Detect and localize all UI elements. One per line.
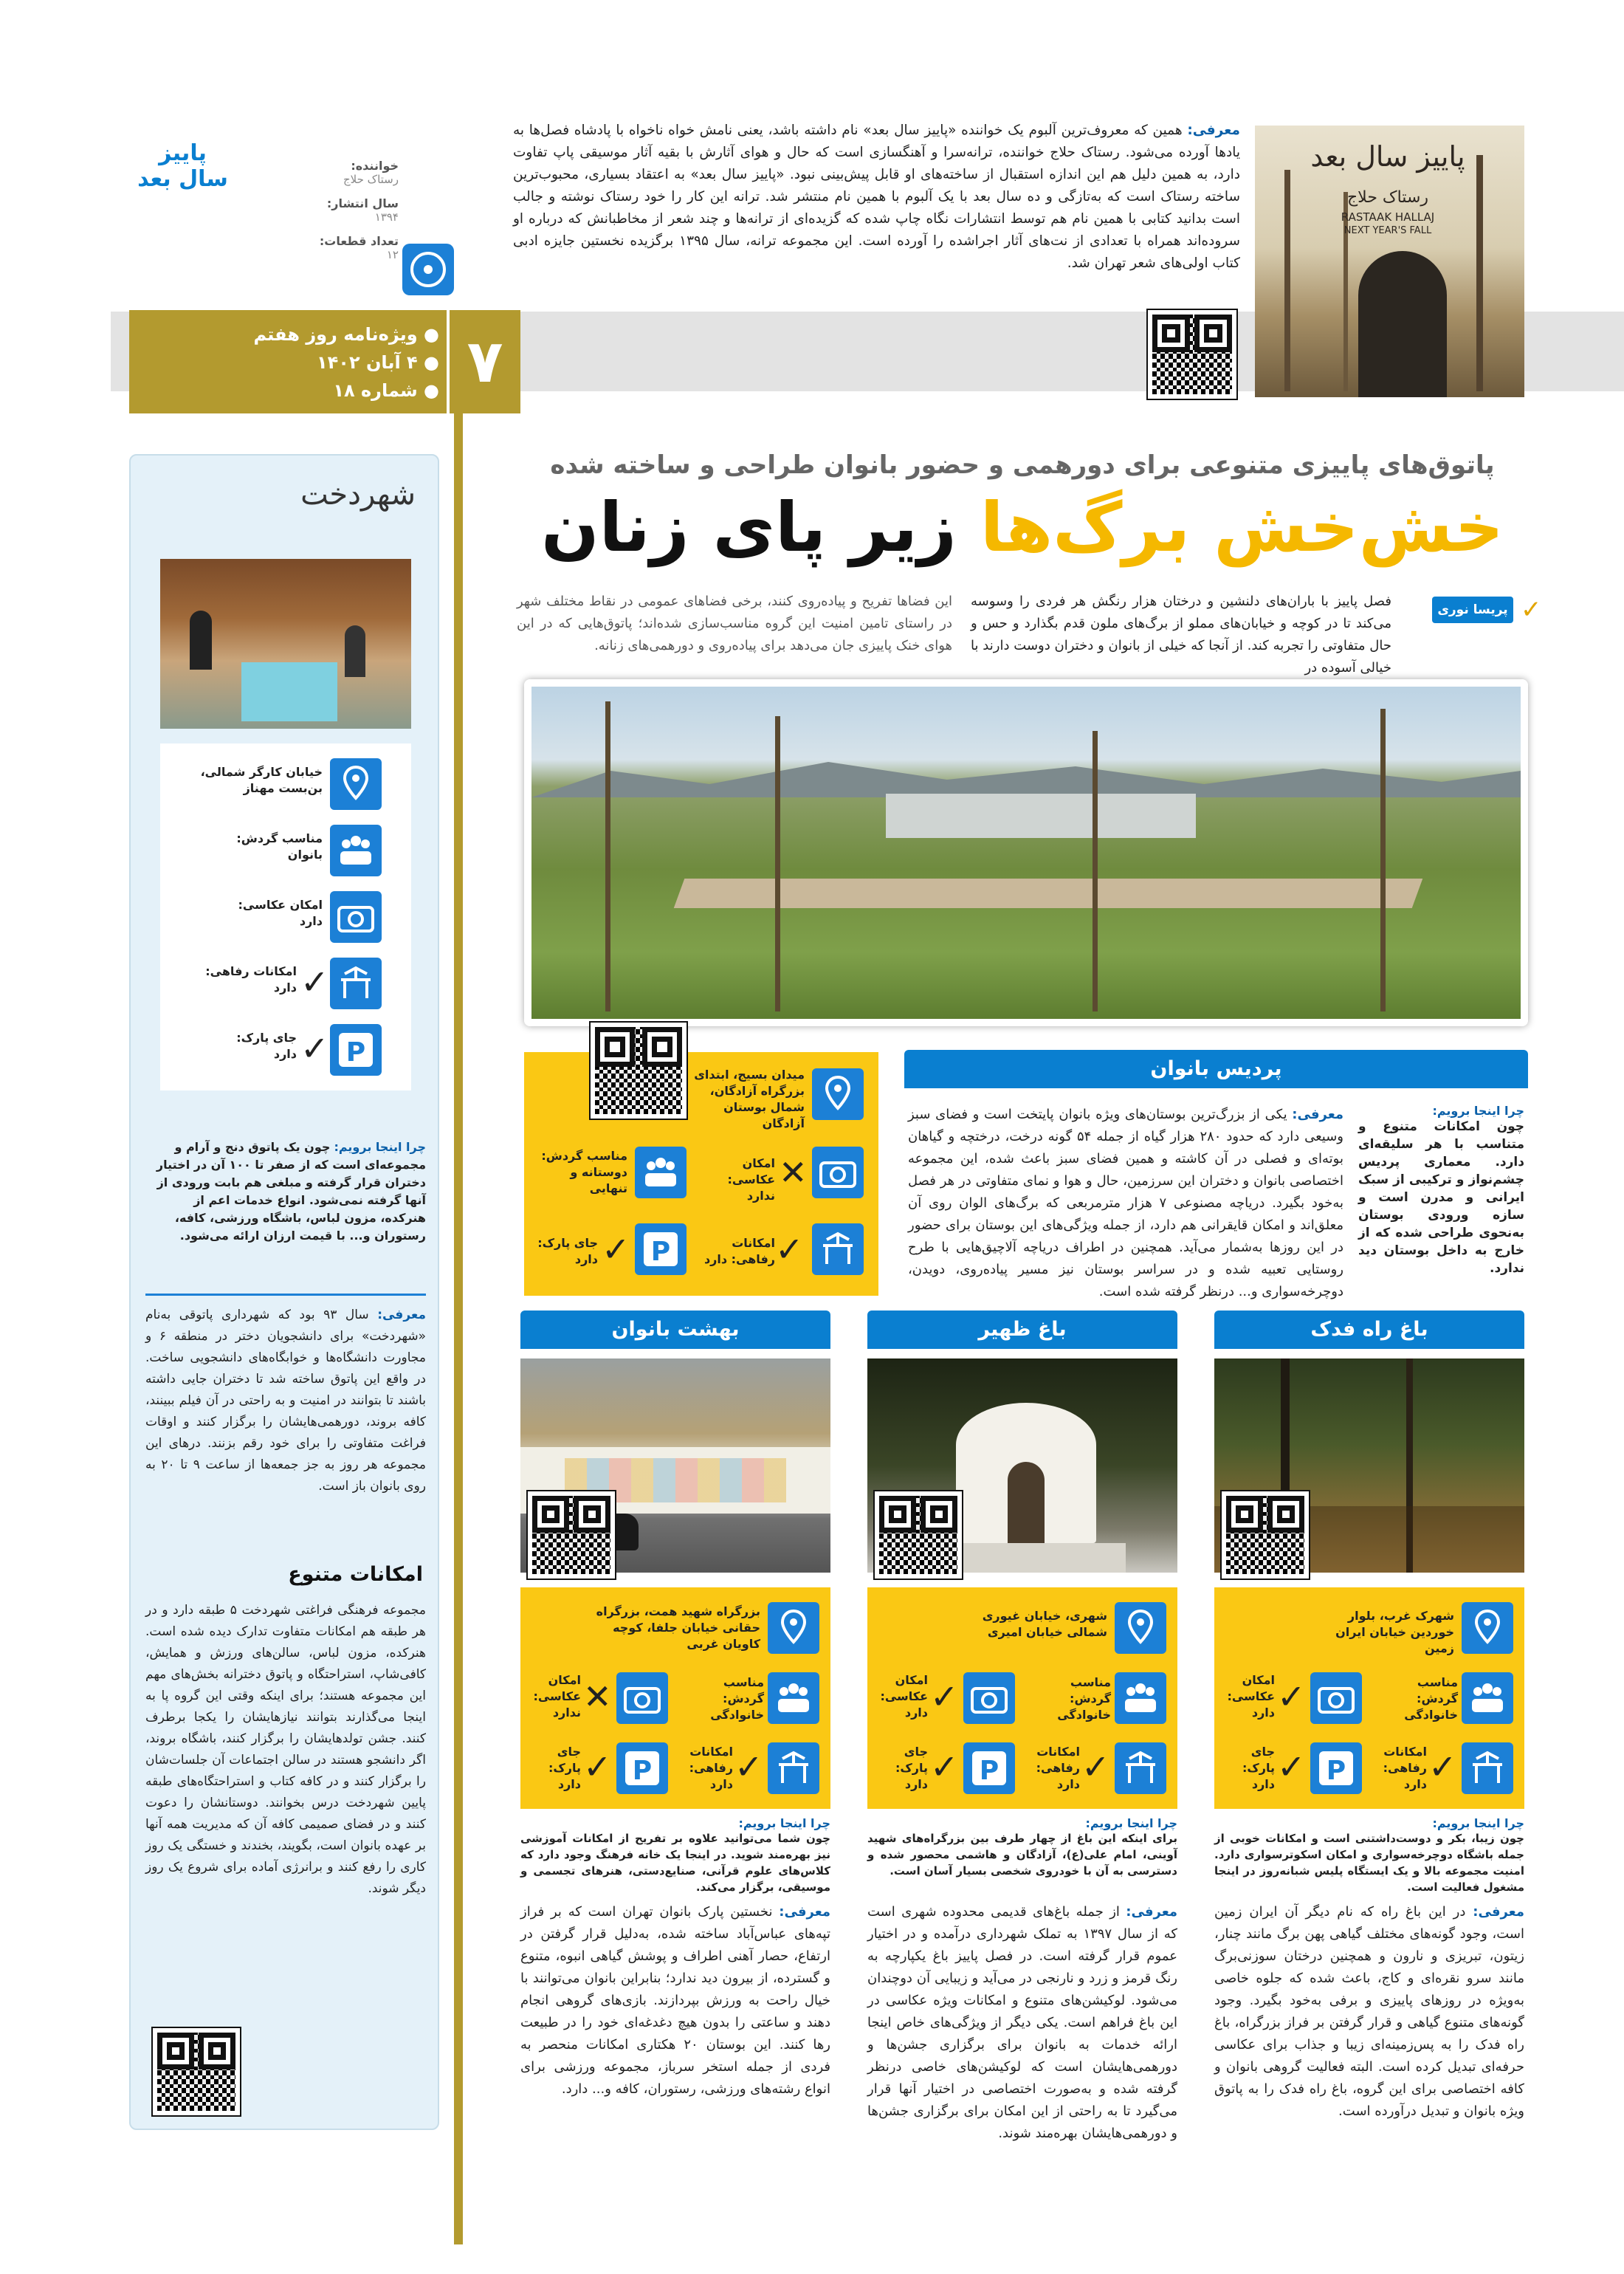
pardis-people-icon xyxy=(635,1147,687,1198)
zahir-intro-label: معرفی: xyxy=(1126,1904,1177,1920)
shahrdokht-parking-check: ✓ xyxy=(300,1028,329,1068)
fadak-welfare: امکانات رفاهی: دارد xyxy=(1383,1745,1427,1791)
shahrdokht-camera: امکان عکاسی: دارد xyxy=(238,898,323,928)
pardis-building xyxy=(886,794,1196,838)
fadak-why xyxy=(1214,1816,1524,1895)
svg-text:P: P xyxy=(650,1237,671,1267)
pardis-info-box xyxy=(524,1052,878,1296)
album-year-label: سال انتشار: xyxy=(326,196,399,210)
behesht-suitable: مناسب گردش: خانوادگی xyxy=(710,1675,764,1722)
fadak-camera: امکان عکاسی: دارد xyxy=(1227,1673,1275,1720)
shahrdokht-info xyxy=(160,743,411,1090)
shahrdokht-pool xyxy=(241,662,337,721)
behesht-people-icon xyxy=(768,1672,819,1724)
shahrdokht-welfare: امکانات رفاهی: دارد xyxy=(205,964,297,995)
zahir-camera-icon xyxy=(963,1672,1015,1724)
pardis-welfare: امکانات رفاهی: دارد xyxy=(703,1236,775,1266)
fadak-location-icon xyxy=(1462,1602,1513,1654)
pardis-qr-code[interactable] xyxy=(591,1023,687,1119)
lede-left: این فضاها تفریح و پیاده‌روی کنند، برخی فضاهای عمومی در نقاط مختلف شهر در راستای تامین امنیت این گروه مناسب‌سازی شده‌اند؛ پاتوق‌هایی که در این هوای خنک پاییزی جان می‌دهد برای پیاده‌روی و دورهمی‌های زنانه. xyxy=(517,594,952,653)
fadak-intro-text: در این باغ راه که نام دیگر آن ایران زمین است، وجود گونه‌های مختلف گیاهی پهن برگ مانند چنار، زیتون، تبریزی و نارون و همچنین درختان سوزنی‌برگ مانند سرو نقره‌ای و کاج، باعث شده که جلوه خاصی به‌ویژه در روزهای پاییزی و برفی به‌خود بگیرد. وجود گونه‌های متنوع گیاهی و قرار گرفتن بر فراز بزرگراه، باغ راه فدک را به پس‌زمینه‌ای زیبا و جذاب برای عکاسی حرفه‌ای تبدیل کرده است. البته فعالیت گروهی بانوان و کافه اختصاصی برای این گروه، باغ راه فدک را به پاتوق ویژه بانوان و تبدیل درآورده است. xyxy=(1214,1904,1524,2119)
pardis-main-photo xyxy=(524,679,1528,1026)
zahir-parking-check: ✓ xyxy=(930,1747,959,1787)
shahrdokht-facilities-title: امکانات متنوع xyxy=(288,1563,423,1586)
album-singer-value: رستاک حلاج xyxy=(343,173,399,186)
zahir-title-bar: باغ ظهیر xyxy=(867,1311,1177,1349)
behesht-why-label: چرا اینجا برویم: xyxy=(738,1816,830,1830)
shahrdokht-intro-label: معرفی: xyxy=(377,1308,427,1322)
fadak-welfare-icon xyxy=(1462,1742,1513,1794)
pardis-why xyxy=(1358,1104,1524,1277)
cover-en: RASTAAK HALLAJ xyxy=(1341,210,1435,224)
fadak-parking-icon xyxy=(1310,1742,1362,1794)
fadak-why-text: چون زیبا، بکر و دوست‌داشتنی است و امکانات خوبی از جمله باشگاه دوچرخه‌سواری و امکان اسکوترسواری دارد. امنیت مجموعه بالا و یک ایستگاه پلیس شبانه‌روز در اینجا مشغول فعالیت است. xyxy=(1214,1832,1524,1894)
shahrdokht-suitable: مناسب گردش: بانوان xyxy=(236,831,323,862)
cover-artist: رستاک حلاج xyxy=(1346,188,1428,207)
fadak-welfare-check: ✓ xyxy=(1428,1747,1457,1787)
shahrdokht-divider xyxy=(145,1294,426,1296)
album-intro xyxy=(513,120,1240,275)
behesht-parking: جای پارک: دارد xyxy=(548,1745,581,1791)
pardis-address: میدان بسیج، ابتدای بزرگراه آزادگان، شمال بوستان آزادگان xyxy=(694,1068,805,1130)
headline-kicker: پاتوق‌های پاییزی متنوعی برای دورهمی و حضور بانوان طراحی و ساخته شده xyxy=(550,450,1495,480)
pardis-parking: جای پارک: دارد xyxy=(537,1236,598,1266)
shahrdokht-people-icon xyxy=(330,825,382,876)
fadak-qr-code[interactable] xyxy=(1222,1491,1309,1579)
gold-divider-vertical xyxy=(454,413,463,2244)
cover-en-sub: NEXT YEAR'S FALL xyxy=(1343,225,1432,236)
zahir-welfare: امکانات رفاهی: دارد xyxy=(1036,1745,1080,1791)
album-tracks-value: ۱۲ xyxy=(386,248,399,261)
behesht-why-text: چون شما می‌توانید علاوه بر تفریح از امکانات آموزشی نیز بهره‌مند شوید. در اینجا یک خانه فرهنگ وجود دارد که کلاس‌های علوم قرآنی، صنایع‌دستی، هنرهای تجسمی و موسیقی، برگزار می‌کند. xyxy=(520,1832,830,1894)
pardis-path xyxy=(674,879,1423,908)
zahir-intro-text: از جمله باغ‌های قدیمی محدوده شهری است که از سال ۱۳۹۷ به تملک شهرداری درآمده و در اختیار عموم قرار گرفته است. در فصل پاییز باغ یکپارچه به رنگ قرمز و زرد و نارنجی در می‌آید و زیبایی آن دوچندان می‌شود. لوکیشن‌های متنوع و امکانات ویژه عکاسی در این باغ فراهم است. یکی دیگر از ویژگی‌های خاص اینجا ارائه خدمات به بانوان برای برگزاری جشن‌ها و دورهمی‌هایشان است که لوکیشن‌های خاصی درنظر گرفته شده و به‌صورت اختصاصی در اختیار آنها قرار می‌گیرد تا به راحتی از این امکان برای برگزاری جشن‌ها و دورهمی‌هایشان بهره‌مند شوند. xyxy=(867,1904,1177,2141)
behesht-info-box xyxy=(520,1587,830,1809)
cover-singer-figure xyxy=(1358,251,1447,397)
svg-text:P: P xyxy=(979,1756,999,1786)
pardis-camera-cross: ✕ xyxy=(779,1153,808,1192)
pardis-why-label: چرا اینجا برویم: xyxy=(1432,1104,1524,1118)
zahir-suitable: مناسب گردش: خانوادگی xyxy=(1057,1675,1111,1722)
shahrdokht-welfare-icon xyxy=(330,958,382,1009)
zahir-welfare-check: ✓ xyxy=(1081,1747,1110,1787)
behesht-welfare: امکانات رفاهی: دارد xyxy=(689,1745,733,1791)
fadak-parking-check: ✓ xyxy=(1277,1747,1306,1787)
cover-title: پاییز سال بعد xyxy=(1310,140,1465,173)
behesht-parking-check: ✓ xyxy=(583,1747,612,1787)
shahrdokht-person-2 xyxy=(345,625,365,677)
zahir-qr-code[interactable] xyxy=(875,1491,962,1579)
album-qr-code[interactable] xyxy=(1148,310,1236,399)
fadak-address: شهرک غرب، بلوار خوردین خیابان ایران زمین xyxy=(1335,1609,1454,1655)
zahir-camera: امکان عکاسی: دارد xyxy=(880,1673,928,1720)
album-name xyxy=(137,140,229,192)
headline-title-yellow: خش‌خش برگ‌ها xyxy=(980,488,1504,567)
zahir-why xyxy=(867,1816,1177,1879)
zahir-location-icon xyxy=(1115,1602,1166,1654)
author-tag xyxy=(1432,597,1513,623)
zahir-door xyxy=(1008,1462,1045,1543)
shahrdokht-parking: جای پارک: دارد xyxy=(236,1031,297,1061)
pardis-intro-text: یکی از بزرگ‌ترین بوستان‌های ویژه بانوان پایتخت است و فضای سبز وسیعی دارد که حدود ۲۸۰ هزار گیاه از جمله ۵۴ گونه درخت، درختچه و گیاهان بوته‌ای و فصلی در آن کاشته و همین فضای سبز باعث شده، این مجموعه اختصاصی بانوان و دختران این سرزمین، حال و هوا و نمای متفاوتی در هر فصل به‌خود بگیرد. دریاچه مصنوعی ۷ هزار مترمربعی که برگ‌های الوان روی آن معلق‌اند و امکان قایقرانی هم دارد، از جمله ویژگی‌های این بوستان برای حضور در این روزها به‌شمار می‌آید. همچنین در اطراف دریاچه آلاچیق‌هایی با طرح روستایی تعبیه شده و در سراسر بوستان نیز مسیر پیاده‌روی، دویدن، دوچرخه‌سواری و... درنظر گرفته شده است. xyxy=(908,1107,1343,1299)
pardis-tree-1 xyxy=(605,701,610,1011)
zahir-parking: جای پارک: دارد xyxy=(895,1745,928,1791)
shahrdokht-intro xyxy=(145,1305,426,1497)
behesht-title-bar: بهشت بانوان xyxy=(520,1311,830,1349)
zahir-parking-icon xyxy=(963,1742,1015,1794)
pardis-tree-4 xyxy=(1380,709,1386,1011)
pardis-location-icon xyxy=(812,1068,864,1120)
album-intro-label: معرفی: xyxy=(1187,123,1240,138)
shahrdokht-why-text: چون یک پاتوق دنج و آرام و مجموعه‌ای است که از صفر تا ۱۰۰ آن در اختیار دختران قرار گرفته و مبلغی هم بابت ورودی از آنها گرفته نمی‌شود. انواع خدمات اعم از هنرکده، مزون لباس، باشگاه ورزشی، کافه، رستوران و... با قیمت ارزان ارائه می‌شود. xyxy=(156,1140,426,1243)
shahrdokht-address: خیابان کارگر شمالی، بن‌بست مهناز xyxy=(200,765,323,795)
fadak-parking: جای پارک: دارد xyxy=(1242,1745,1275,1791)
shahrdokht-location-icon xyxy=(330,758,382,810)
behesht-intro-text: نخستین پارک بانوان تهران است که بر فراز تپه‌های عباس‌آباد ساخته شده، به‌دلیل قرار گرفتن در ارتفاع، حصار آهنی اطراف و پوشش گیاهی انبوه، متنوع و گسترده، از بیرون دید ندارد؛ بنابراین بانوان می‌توانند با خیال راحت به ورزش بپردازند. بازی‌های گروهی انجام دهند و ساعتی را بدون هیچ دغدغه‌ای خود را در طبیعت رها کنند. این بوستان ۲۰ هکتاری امکانات منحصر به فردی از جمله استخر سرباز، مجموعه ورزشی برای انواع رشته‌های ورزشی، رستوران، کافه و... دارد. xyxy=(520,1904,830,2097)
headline-title xyxy=(517,487,1528,568)
shahrdokht-why-label: چرا اینجا برویم: xyxy=(334,1140,426,1154)
behesht-intro-label: معرفی: xyxy=(779,1904,830,1920)
pardis-why-text: چون امکانات متنوع و متناسب با هر سلیقه‌ای دارد. معماری پردیس چشم‌نواز و ترکیبی از سبک ایرانی و مدرن است و سازه ورودی بوستان به‌نحوی طراحی شده که از خارج به داخل بوستان دید ندارد. xyxy=(1358,1119,1524,1276)
fadak-camera-icon xyxy=(1310,1672,1362,1724)
pardis-welfare-icon xyxy=(812,1223,864,1275)
shahrdokht-facilities-text: مجموعه فرهنگی فراغتی شهردخت ۵ طبقه دارد و در هر طبقه هم امکانات متفاوت تدارک دیده شده است. هنرکده، مزون لباس، سالن‌های ورزش و همایش، کافی‌شاپ، استراحتگاه و پاتوق دخترانه بخش‌های مهم این مجموعه هستند؛ برای اینکه وقتی این گروه پا به اینجا می‌گذارند بتوانند نیازهایشان را یکجا برطرف کنند. جشن تولدهایشان را برگزار کنند، باشگاه بروند، اگر دانشجو هستند در سالن اجتماعات آن جلسات‌شان را برگزار کنند و در کافه کتاب و استراحتگاه‌های طبقه پایین شهردخت درس بخوانند. دوستانشان را دعوت کنند و در فضای صمیمی کافه آن که مدیریت همه آنها بر عهده بانوان است، بگویند، بخندند و خستگی یک روز کاری را رفع کنند و برانرژی آماده برای شروع یک روز دیگر شوند. xyxy=(145,1603,426,1896)
pardis-mountains xyxy=(531,753,1521,797)
album-singer-label: خواننده: xyxy=(351,159,399,173)
fadak-suitable: مناسب گردش: خانوادگی xyxy=(1404,1675,1458,1722)
pardis-intro-label: معرفی: xyxy=(1292,1107,1343,1122)
fadak-why-label: چرا اینجا برویم: xyxy=(1432,1816,1524,1830)
behesht-why xyxy=(520,1816,830,1895)
issue-banner xyxy=(129,310,520,413)
issue-line1: ● ویژه‌نامه روز هفتم xyxy=(253,324,439,345)
author-name: پریسا نوری xyxy=(1437,602,1508,617)
fadak-info-box xyxy=(1214,1587,1524,1809)
behesht-camera-icon xyxy=(616,1672,668,1724)
pardis-tree-3 xyxy=(1093,731,1098,1011)
shahrdokht-welfare-check: ✓ xyxy=(300,962,329,1002)
zahir-why-label: چرا اینجا برویم: xyxy=(1085,1816,1177,1830)
pardis-camera: امکان عکاسی: ندارد xyxy=(727,1156,775,1203)
issue-line3: ● شماره ۱۸ xyxy=(333,380,439,401)
author-check-icon: ✓ xyxy=(1521,595,1542,625)
pardis-intro xyxy=(908,1104,1343,1303)
album-year-value: ۱۳۹۴ xyxy=(374,210,399,224)
svg-text:P: P xyxy=(1326,1756,1346,1786)
page-number-tab xyxy=(447,310,520,413)
behesht-intro xyxy=(520,1901,830,2100)
shahrdokht-camera-icon xyxy=(330,891,382,943)
zahir-people-icon xyxy=(1115,1672,1166,1724)
shahrdokht-sidebar xyxy=(129,454,439,2130)
fadak-people-icon xyxy=(1462,1672,1513,1724)
zahir-why-text: برای اینکه این باغ از چهار طرف بین بزرگراه‌های شهید آوینی، امام علی(ع)، آزادگان و هاشمی محصور شده و دسترسی به آن با خودروی شخصی بسیار آسان است. xyxy=(867,1832,1177,1878)
behesht-welfare-check: ✓ xyxy=(734,1747,763,1787)
behesht-address: بزرگراه شهید همت، بزرگراه حقانی خیابان جلفا، کوچه کاویان غربی xyxy=(596,1604,760,1651)
shahrdokht-photo xyxy=(160,559,411,729)
album-name-line1: پاییز xyxy=(159,140,207,166)
behesht-camera-cross: ✕ xyxy=(583,1677,612,1717)
shahrdokht-person-1 xyxy=(190,611,212,670)
fadak-intro xyxy=(1214,1901,1524,2123)
zahir-camera-check: ✓ xyxy=(930,1677,959,1717)
pardis-welfare-check: ✓ xyxy=(775,1229,804,1269)
shahrdokht-intro-text: سال ۹۳ بود که شهرداری پاتوقی به‌نام «شهردخت» برای دانشجویان دختر در منطقه ۶ و مجاورت دانشگاه‌ها و خوابگاه‌های دانشجویی ساخت. در واقع این پاتوق ساخته شد تا دختران جایی داشته باشند تا بتوانند در امنیت و به راحتی در آن فیلم ببینند، کافه بروند، دورهمی‌هایشان را برگزار کنند و اوقات فراغت متفاوتی را برای خود رقم بزنند. درهای این مجموعه هر روز به جز جمعه‌ها از ساعت ۹ تا ۲۰ به روی بانوان باز است. xyxy=(145,1308,427,1494)
album-cover-image xyxy=(1255,126,1524,397)
headline-title-black: زیر پای زنان xyxy=(541,488,957,567)
behesht-welfare-icon xyxy=(768,1742,819,1794)
album-meta xyxy=(281,159,399,261)
issue-line2: ● ۴ آبان ۱۴۰۲ xyxy=(317,352,439,373)
album-tracks-label: تعداد قطعات: xyxy=(319,234,399,248)
fadak-title-bar: باغ راه فدک xyxy=(1214,1311,1524,1349)
cd-icon xyxy=(402,244,454,295)
zahir-intro xyxy=(867,1901,1177,2145)
lede-right: فصل پاییز با باران‌های دلنشین و درختان هزار رنگش هر فردی را وسوسه می‌کند تا در کوچه و خیابان‌های مملو از برگ‌های ملون قدم بگذارد و حس و حال متفاوتی را تجربه کند. از آنجا که خیلی از بانوان و دختران دوست دارند با خیالی آسوده در xyxy=(971,594,1391,676)
album-intro-text: همین که معروف‌ترین آلبوم یک خواننده «پاییز سال بعد» نام داشته باشد، یعنی نامش خواه ناخواه با پادشاه فصل‌ها به یادها آورده می‌شود. رستاک حلاج خواننده، ترانه‌سرا و آهنگسازی است که حال و هوای آثارش با بقیه آثار موسیقی پاپ تفاوت دارد، به همین دلیل هم این اندازه استقبال از ساخته‌های او قابل پیش‌بینی نبود. «پاییز سال بعد» به اعتقاد بسیاری، محبوب‌ترین ساخته رستاک است که به‌تازگی و ده سال بعد با یک آلبوم با همین نام منتشر شد. ترانه این کار را خود رستاک نوشته و جالب است بدانید کتابی با همین نام هم توسط انتشارات نگاه چاپ شده که گزیده‌ای از ترانه‌ها و چند شعر از مخاطبانش که درباره او سروده‌اند همراه با تعدادی از نت‌های آثار اجراشده را آورده است. این مجموعه ترانه، سال ۱۳۹۵ برگزیده نخستین جایزه ادبی کتاب اولی‌های شعر تهران شد. xyxy=(513,123,1240,271)
shahrdokht-title: شهردخت xyxy=(300,478,416,512)
behesht-parking-icon xyxy=(616,1742,668,1794)
behesht-location-icon xyxy=(768,1602,819,1654)
behesht-camera: امکان عکاسی: ندارد xyxy=(533,1673,581,1720)
svg-text:P: P xyxy=(632,1756,653,1786)
issue-lines xyxy=(218,320,439,405)
pardis-suitable: مناسب گردش: دوستانه و تنهایی xyxy=(541,1149,627,1195)
pardis-camera-icon xyxy=(812,1147,864,1198)
album-name-line2: سال بعد xyxy=(137,166,228,192)
behesht-qr-code[interactable] xyxy=(528,1491,615,1579)
shahrdokht-why xyxy=(145,1138,426,1245)
shahrdokht-qr-code[interactable] xyxy=(153,2028,240,2115)
page-number: ۷ xyxy=(467,327,503,396)
svg-text:P: P xyxy=(345,1037,366,1068)
pardis-parking-icon xyxy=(635,1223,687,1275)
zahir-welfare-icon xyxy=(1115,1742,1166,1794)
pardis-tree-2 xyxy=(775,716,780,1011)
zahir-address: شهری، خیابان غیوری شمالی خیابان امیری xyxy=(982,1609,1107,1639)
fadak-camera-check: ✓ xyxy=(1277,1677,1306,1717)
pardis-parking-check: ✓ xyxy=(602,1229,630,1269)
shahrdokht-parking-icon xyxy=(330,1024,382,1076)
pardis-title-bar: پردیس بانوان xyxy=(904,1050,1528,1088)
fadak-intro-label: معرفی: xyxy=(1473,1904,1524,1920)
zahir-info-box xyxy=(867,1587,1177,1809)
